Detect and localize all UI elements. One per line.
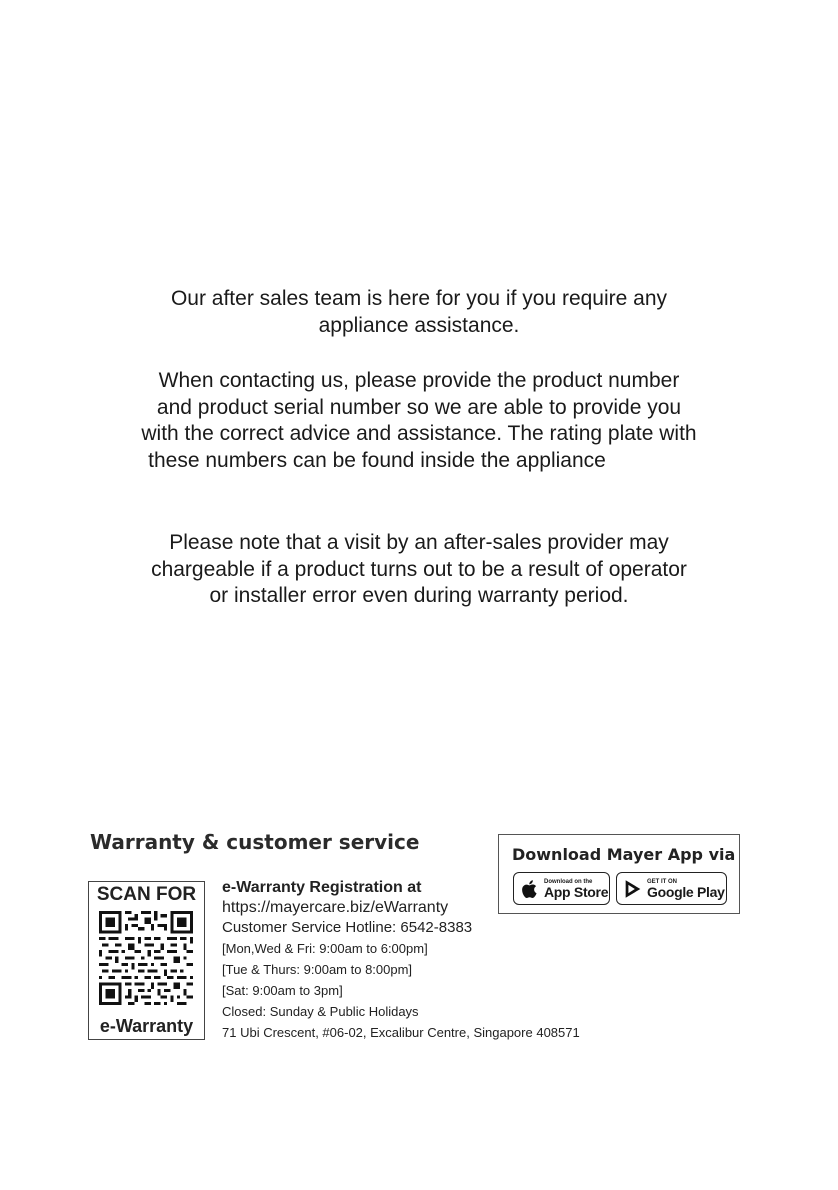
text-line: these numbers can be found inside the appliance: [148, 448, 606, 472]
qr-box: [88, 881, 205, 1040]
text-line: Our after sales team is here for you if you require any: [170, 287, 668, 310]
address-line: 71 Ubi Crescent, #06-02, Excalibur Centre, Singapore 408571: [222, 1025, 580, 1040]
text-line: chargeable if a product turns out to be a result of operator: [151, 557, 687, 581]
closed-line: Closed: Sunday & Public Holidays: [222, 1004, 419, 1019]
store-big-label: App Store: [544, 883, 609, 900]
qr-code[interactable]: [99, 911, 193, 1005]
hours-line: [Tue & Thurs: 9:00am to 8:00pm]: [222, 962, 413, 977]
hours-line: [Mon,Wed & Fri: 9:00am to 6:00pm]: [222, 941, 428, 956]
registration-label: e-Warranty Registration at: [222, 879, 422, 896]
text-line: When contacting us, please provide the product number: [158, 369, 680, 392]
store-small-label: Download on the: [544, 878, 593, 885]
hotline-text: Customer Service Hotline: 6542-8383: [222, 919, 473, 936]
text-line: Please note that a visit by an after-sales provider may: [169, 531, 669, 554]
contact-paragraph: [0, 368, 838, 474]
text-line: with the correct advice and assistance. The rating plate with: [141, 422, 697, 445]
store-big-label: Google Play: [647, 883, 725, 900]
store-small-label: GET IT ON: [647, 878, 677, 885]
note-paragraph: [0, 530, 838, 610]
intro-paragraph: [0, 286, 838, 339]
app-download-title: Download Mayer App via: [512, 845, 736, 864]
google-play-button[interactable]: [616, 872, 727, 905]
warranty-info: [222, 878, 580, 1043]
play-icon: [622, 878, 644, 900]
warranty-title: Warranty & customer service: [90, 830, 420, 854]
text-line: appliance assistance.: [318, 313, 520, 337]
text-line: or installer error even during warranty period.: [209, 584, 629, 607]
text-line: and product serial number so we are able to provide you: [156, 395, 682, 419]
qr-bottom-label: e-Warranty: [99, 1016, 194, 1036]
warranty-url-link[interactable]: https://mayercare.biz/eWarranty: [222, 899, 449, 916]
hours-line: [Sat: 9:00am to 3pm]: [222, 983, 343, 998]
qr-top-label: SCAN FOR: [96, 884, 197, 905]
